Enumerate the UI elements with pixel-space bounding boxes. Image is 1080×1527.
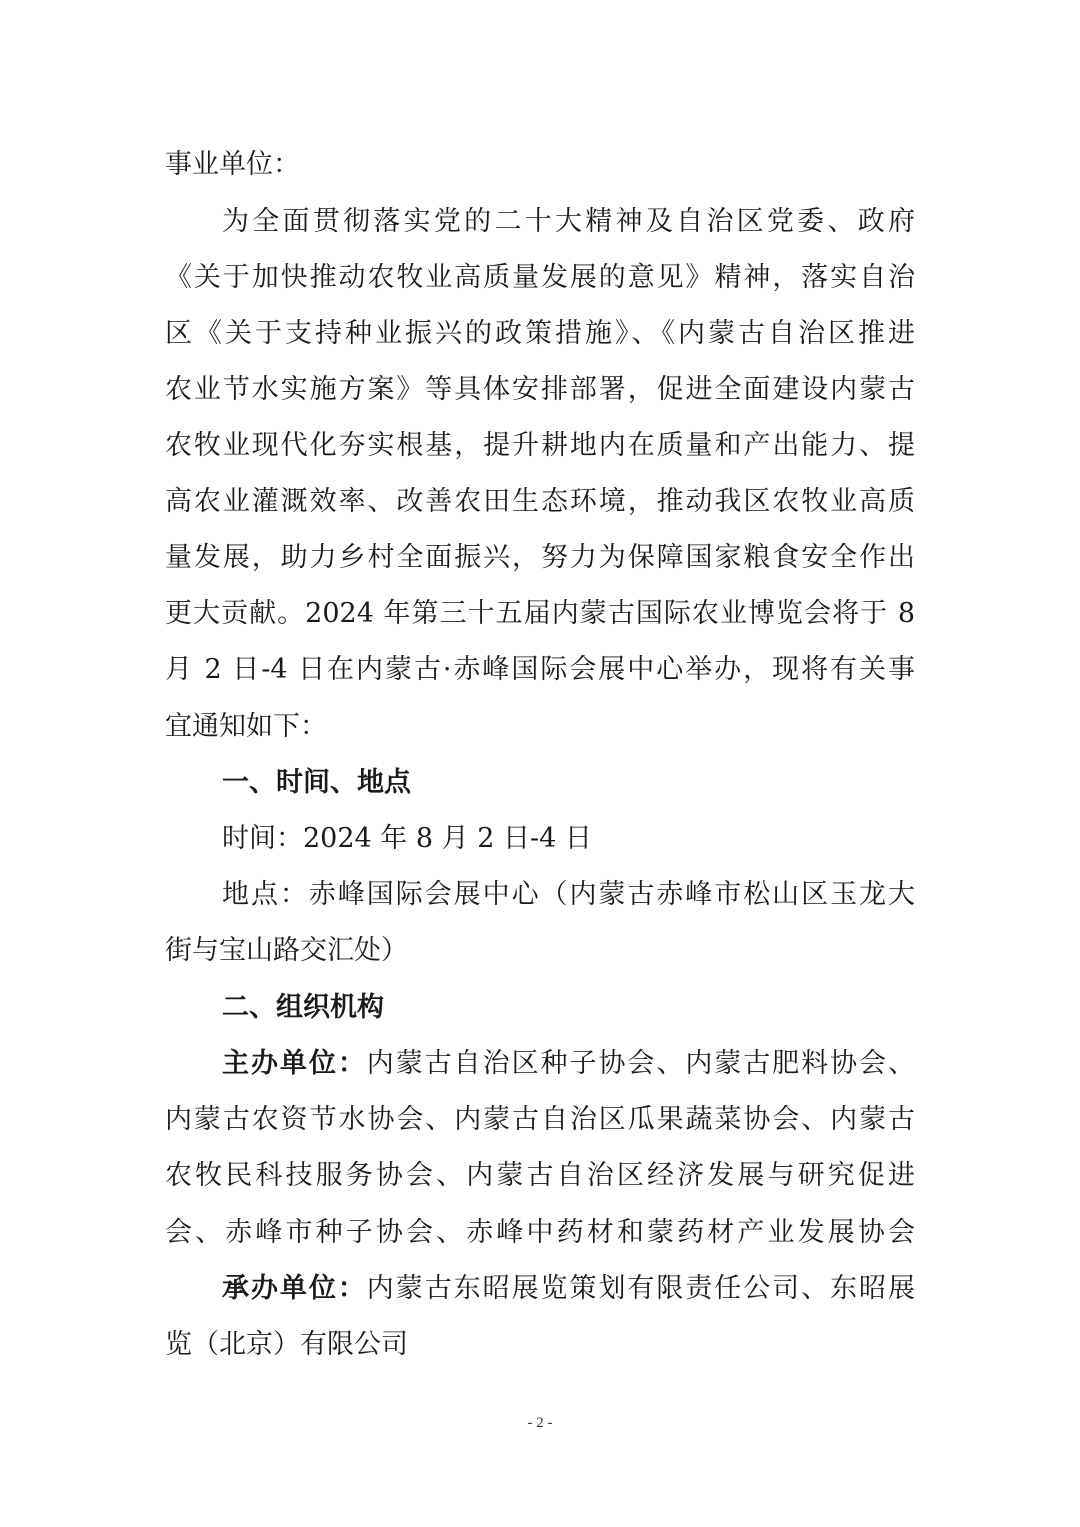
body-line: 事业单位：: [165, 149, 300, 180]
body-line: 高农业灌溉效率、改善农田生态环境，推动我区农牧业高质: [165, 486, 915, 517]
body-line: 农业节水实施方案》等具体安排部署，促进全面建设内蒙古: [165, 374, 915, 405]
body-line: 览（北京）有限公司: [165, 1329, 408, 1360]
organizer-units: [222, 1269, 915, 1309]
body-line: 量发展，助力乡村全面振兴，努力为保障国家粮食安全作出: [165, 542, 915, 573]
body-line: 为全面贯彻落实党的二十大精神及自治区党委、政府: [222, 206, 915, 237]
organizer-text: 内蒙古东昭展览策划有限责任公司、东昭展: [366, 1273, 916, 1304]
body-line: 会、赤峰市种子协会、赤峰中药材和蒙药材产业发展协会: [165, 1217, 915, 1248]
body-line: 宜通知如下：: [165, 711, 327, 742]
body-line: 农牧业现代化夯实根基，提升耕地内在质量和产出能力、提: [165, 430, 915, 461]
event-place: 地点：赤峰国际会展中心（内蒙古赤峰市松山区玉龙大: [222, 879, 915, 910]
host-label: 主办单位：: [222, 1048, 367, 1079]
body-line: 月 2 日-4 日在内蒙古·赤峰国际会展中心举办，现将有关事: [165, 654, 915, 685]
organizer-label: 承办单位：: [222, 1273, 367, 1304]
host-text: 内蒙古自治区种子协会、内蒙古肥料协会、: [366, 1048, 916, 1079]
body-line: 内蒙古农资节水协会、内蒙古自治区瓜果蔬菜协会、内蒙古: [165, 1104, 915, 1135]
host-units: [222, 1044, 915, 1084]
page-number: - 2 -: [527, 1415, 553, 1431]
body-line: 区《关于支持种业振兴的政策措施》、《内蒙古自治区推进: [165, 318, 915, 349]
body-line: 农牧民科技服务协会、内蒙古自治区经济发展与研究促进: [165, 1160, 915, 1191]
section-heading-organization: 二、组织机构: [222, 992, 384, 1023]
section-heading-time-place: 一、时间、地点: [222, 767, 411, 798]
event-time: 时间：2024 年 8 月 2 日-4 日: [222, 823, 592, 854]
body-line: 《关于加快推动农牧业高质量发展的意见》精神，落实自治: [165, 262, 915, 293]
event-place-cont: 街与宝山路交汇处）: [165, 935, 408, 966]
body-line: 更大贡献。2024 年第三十五届内蒙古国际农业博览会将于 8: [165, 598, 915, 629]
